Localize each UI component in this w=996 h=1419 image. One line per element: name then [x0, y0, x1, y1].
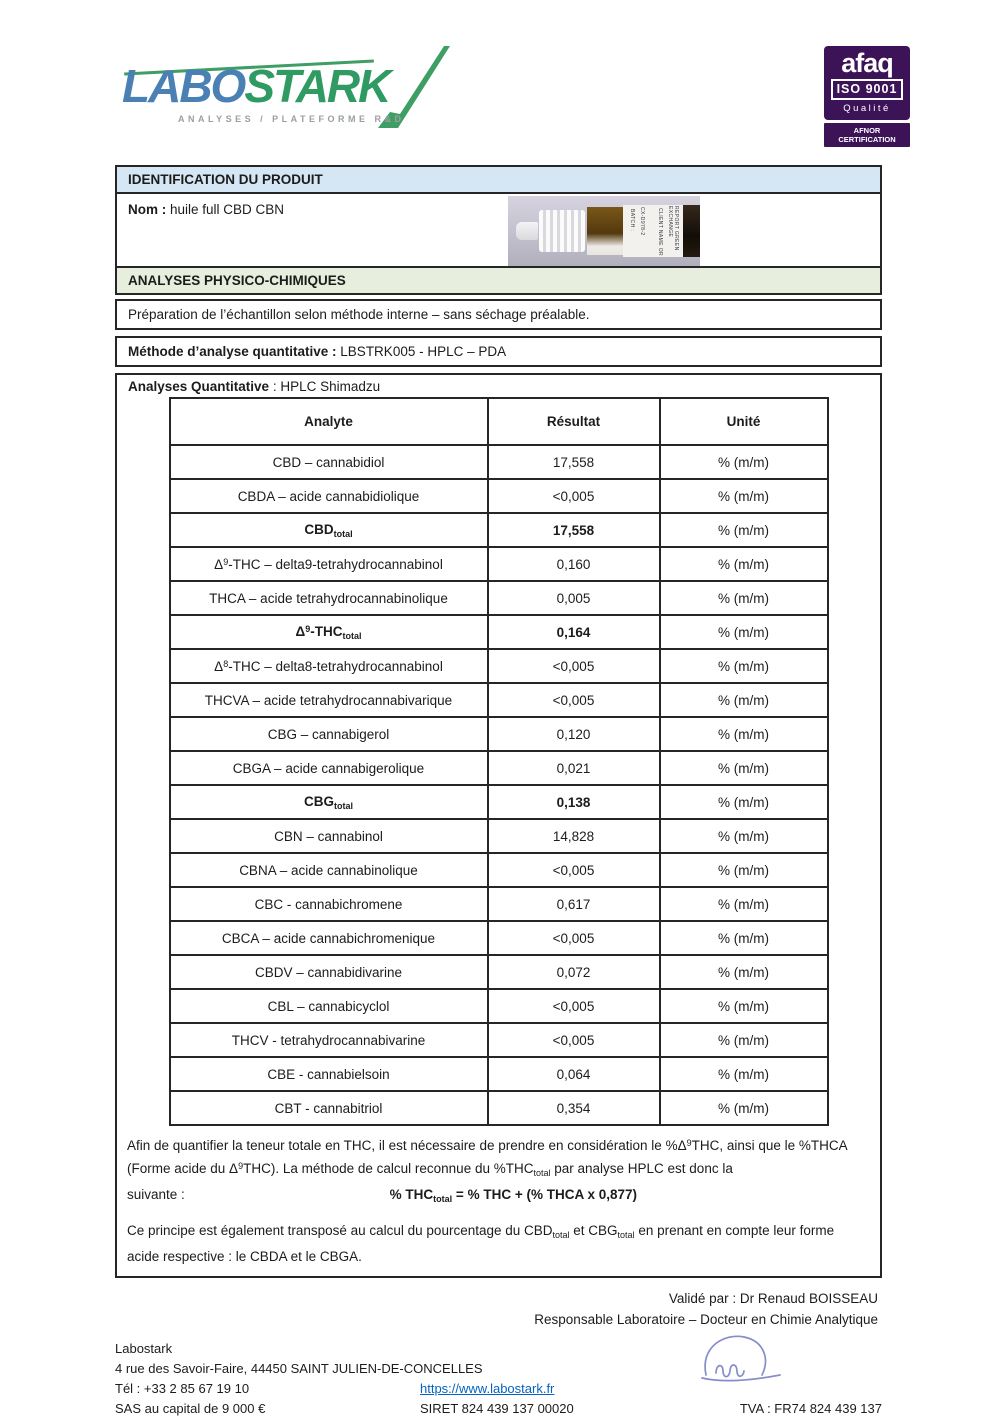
unit-cell: % (m/m)	[660, 615, 828, 649]
analyte-cell: CBDA – acide cannabidiolique	[170, 479, 488, 513]
table-row	[170, 615, 828, 649]
page-footer	[115, 1339, 882, 1419]
result-cell: 0,005	[488, 581, 660, 615]
table-header-row	[170, 398, 828, 445]
analyte-cell: CBC - cannabichromene	[170, 887, 488, 921]
signature-icon	[692, 1327, 784, 1389]
identification-block	[115, 165, 882, 295]
product-photo	[508, 196, 700, 266]
bottle-label-text: BATCH :	[629, 209, 635, 232]
product-name-row	[117, 192, 880, 266]
analyte-cell: CBCA – acide cannabichromenique	[170, 921, 488, 955]
table-row	[170, 989, 828, 1023]
table-row	[170, 717, 828, 751]
website-link[interactable]: https://www.labostark.fr	[420, 1381, 555, 1396]
col-header-analyte: Analyte	[170, 398, 488, 445]
table-row	[170, 479, 828, 513]
afaq-iso9001-badge	[824, 46, 910, 147]
unit-cell: % (m/m)	[660, 751, 828, 785]
footer-tva: TVA : FR74 824 439 137	[739, 1401, 882, 1416]
footer-address: 4 rue des Savoir-Faire, 44450 SAINT JULIEN-DE-CONCELLES	[115, 1361, 483, 1376]
bottle-cap	[539, 210, 585, 252]
unit-cell: % (m/m)	[660, 853, 828, 887]
logo-stark-text: STARK	[244, 60, 390, 112]
results-table	[169, 397, 829, 1126]
nom-label: Nom :	[128, 202, 167, 217]
analyte-cell: CBNA – acide cannabinolique	[170, 853, 488, 887]
unit-cell: % (m/m)	[660, 683, 828, 717]
table-row	[170, 649, 828, 683]
quantitative-section	[115, 373, 882, 1278]
methode-label: Méthode d’analyse quantitative :	[128, 344, 337, 359]
table-row	[170, 887, 828, 921]
unit-cell: % (m/m)	[660, 445, 828, 479]
table-row	[170, 513, 828, 547]
result-cell: 0,354	[488, 1091, 660, 1125]
labostark-logo	[118, 46, 448, 134]
analyte-cell: CBG – cannabigerol	[170, 717, 488, 751]
unit-cell: % (m/m)	[660, 649, 828, 683]
unit-cell: % (m/m)	[660, 921, 828, 955]
table-row	[170, 445, 828, 479]
document-body	[115, 165, 882, 1419]
unit-cell: % (m/m)	[660, 819, 828, 853]
analyte-cell: CBL – cannabicyclol	[170, 989, 488, 1023]
result-cell: <0,005	[488, 649, 660, 683]
result-cell: <0,005	[488, 853, 660, 887]
bottle-amber-glass	[587, 207, 623, 255]
iso-9001-label: ISO 9001	[831, 79, 903, 100]
thc-total-note: Afin de quantifier la teneur totale en THC, il est nécessaire de prendre en considération le $\%\Delta^9THC$, ainsi que le %THCA (Forme acide du $\Delta^9THC$). La méthode de calcul reconnue du $\%THC_{total}$ par analyse HPLC est donc la	[127, 1138, 847, 1178]
product-name-text	[128, 202, 284, 217]
bottle-tip	[516, 222, 538, 240]
col-header-resultat: Résultat	[488, 398, 660, 445]
unit-cell: % (m/m)	[660, 479, 828, 513]
result-cell: 0,138	[488, 785, 660, 819]
analyte-cell: $\Delta^9-THC_{total}$	[170, 615, 488, 649]
analyte-cell: $CBG_{total}$	[170, 785, 488, 819]
result-cell: 17,558	[488, 445, 660, 479]
logo-labo-text: LABO	[122, 60, 245, 112]
analyte-cell: CBDV – cannabidivarine	[170, 955, 488, 989]
formula-line	[127, 1184, 870, 1205]
validated-by: Validé par : Dr Renaud BOISSEAU	[668, 1291, 878, 1306]
analyte-cell: THCVA – acide tetrahydrocannabivarique	[170, 683, 488, 717]
unit-cell: % (m/m)	[660, 1023, 828, 1057]
quant-value: : HPLC Shimadzu	[269, 379, 381, 394]
unit-cell: % (m/m)	[660, 785, 828, 819]
result-cell: <0,005	[488, 921, 660, 955]
result-cell: 0,164	[488, 615, 660, 649]
page-header	[118, 46, 910, 147]
result-cell: <0,005	[488, 479, 660, 513]
logo-subtitle: ANALYSES / PLATEFORME R&D	[178, 114, 405, 124]
dropper-bottle-image	[516, 207, 700, 255]
result-cell: 0,064	[488, 1057, 660, 1091]
suivante-text: suivante :	[127, 1187, 185, 1202]
result-cell: <0,005	[488, 683, 660, 717]
table-row	[170, 1091, 828, 1125]
validation-block	[115, 1288, 878, 1330]
footer-tel: Tél : +33 2 85 67 19 10	[115, 1381, 250, 1396]
cbd-cbg-note: Ce principe est également transposé au calcul du pourcentage du $CBD_{total}$ et $CBG_{total}$ en prenant en compte leur forme acide respective : le CBDA et le CBGA.	[127, 1223, 835, 1264]
afaq-logo-text: afaq	[841, 48, 893, 78]
quant-label-row	[117, 375, 880, 396]
result-cell: 14,828	[488, 819, 660, 853]
analyte-cell: $\Delta^9$-THC – delta9-tetrahydrocannabinol	[170, 547, 488, 581]
table-row	[170, 1057, 828, 1091]
preparation-row: Préparation de l’échantillon selon méthode interne – sans séchage préalable.	[115, 299, 882, 330]
col-header-unite: Unité	[660, 398, 828, 445]
analyte-cell: CBN – cannabinol	[170, 819, 488, 853]
table-row	[170, 581, 828, 615]
footer-capital: SAS au capital de 9 000 €	[115, 1401, 266, 1416]
validator-title: Responsable Laboratoire – Docteur en Chimie Analytique	[534, 1312, 878, 1327]
thc-total-formula: % $THC_{total}$ = % THC + (% THCA x 0,877)	[389, 1187, 637, 1204]
table-row	[170, 683, 828, 717]
unit-cell: % (m/m)	[660, 717, 828, 751]
analyte-cell: CBT - cannabitriol	[170, 1091, 488, 1125]
result-cell: 0,617	[488, 887, 660, 921]
unit-cell: % (m/m)	[660, 581, 828, 615]
result-cell: 17,558	[488, 513, 660, 547]
analyte-cell: $CBD_{total}$	[170, 513, 488, 547]
table-row	[170, 955, 828, 989]
unit-cell: % (m/m)	[660, 547, 828, 581]
table-row	[170, 819, 828, 853]
result-cell: <0,005	[488, 1023, 660, 1057]
unit-cell: % (m/m)	[660, 989, 828, 1023]
bottle-label	[623, 205, 683, 257]
table-row	[170, 751, 828, 785]
table-row	[170, 853, 828, 887]
analyte-cell: THCA – acide tetrahydrocannabinolique	[170, 581, 488, 615]
analyte-cell: $\Delta^8$-THC – delta8-tetrahydrocannabinol	[170, 649, 488, 683]
bottle-label-text: REPORT GREEN EXCHANGE	[667, 206, 679, 251]
unit-cell: % (m/m)	[660, 513, 828, 547]
analyte-cell: CBGA – acide cannabigerolique	[170, 751, 488, 785]
result-cell: <0,005	[488, 989, 660, 1023]
afaq-badge-main	[824, 46, 910, 120]
footer-siret: SIRET 824 439 137 00020	[420, 1401, 574, 1416]
quant-label: Analyses Quantitative	[128, 379, 270, 394]
methode-value: LBSTRK005 - HPLC – PDA	[336, 344, 507, 359]
analyses-header: ANALYSES PHYSICO-CHIMIQUES	[117, 266, 880, 293]
logo-wordmark	[122, 60, 389, 112]
identification-header: IDENTIFICATION DU PRODUIT	[117, 167, 880, 192]
analyte-cell: CBE - cannabielsoin	[170, 1057, 488, 1091]
qualite-label: Qualité	[843, 103, 891, 114]
afnor-certification-label: AFNOR CERTIFICATION	[824, 123, 910, 147]
unit-cell: % (m/m)	[660, 887, 828, 921]
table-row	[170, 921, 828, 955]
table-row	[170, 1023, 828, 1057]
bottle-label-text: CX-D978-2	[639, 207, 645, 236]
nom-value: huile full CBD CBN	[166, 202, 285, 217]
table-row	[170, 785, 828, 819]
footer-company: Labostark	[115, 1341, 173, 1356]
unit-cell: % (m/m)	[660, 1091, 828, 1125]
analyte-cell: THCV - tetrahydrocannabivarine	[170, 1023, 488, 1057]
analyte-cell: CBD – cannabidiol	[170, 445, 488, 479]
result-cell: 0,160	[488, 547, 660, 581]
unit-cell: % (m/m)	[660, 955, 828, 989]
bottle-label-text: CLIENT NAME OR	[657, 208, 663, 257]
unit-cell: % (m/m)	[660, 1057, 828, 1091]
table-row	[170, 547, 828, 581]
methode-row	[115, 336, 882, 367]
result-cell: 0,072	[488, 955, 660, 989]
result-cell: 0,021	[488, 751, 660, 785]
bottle-dark-end	[683, 205, 700, 257]
result-cell: 0,120	[488, 717, 660, 751]
